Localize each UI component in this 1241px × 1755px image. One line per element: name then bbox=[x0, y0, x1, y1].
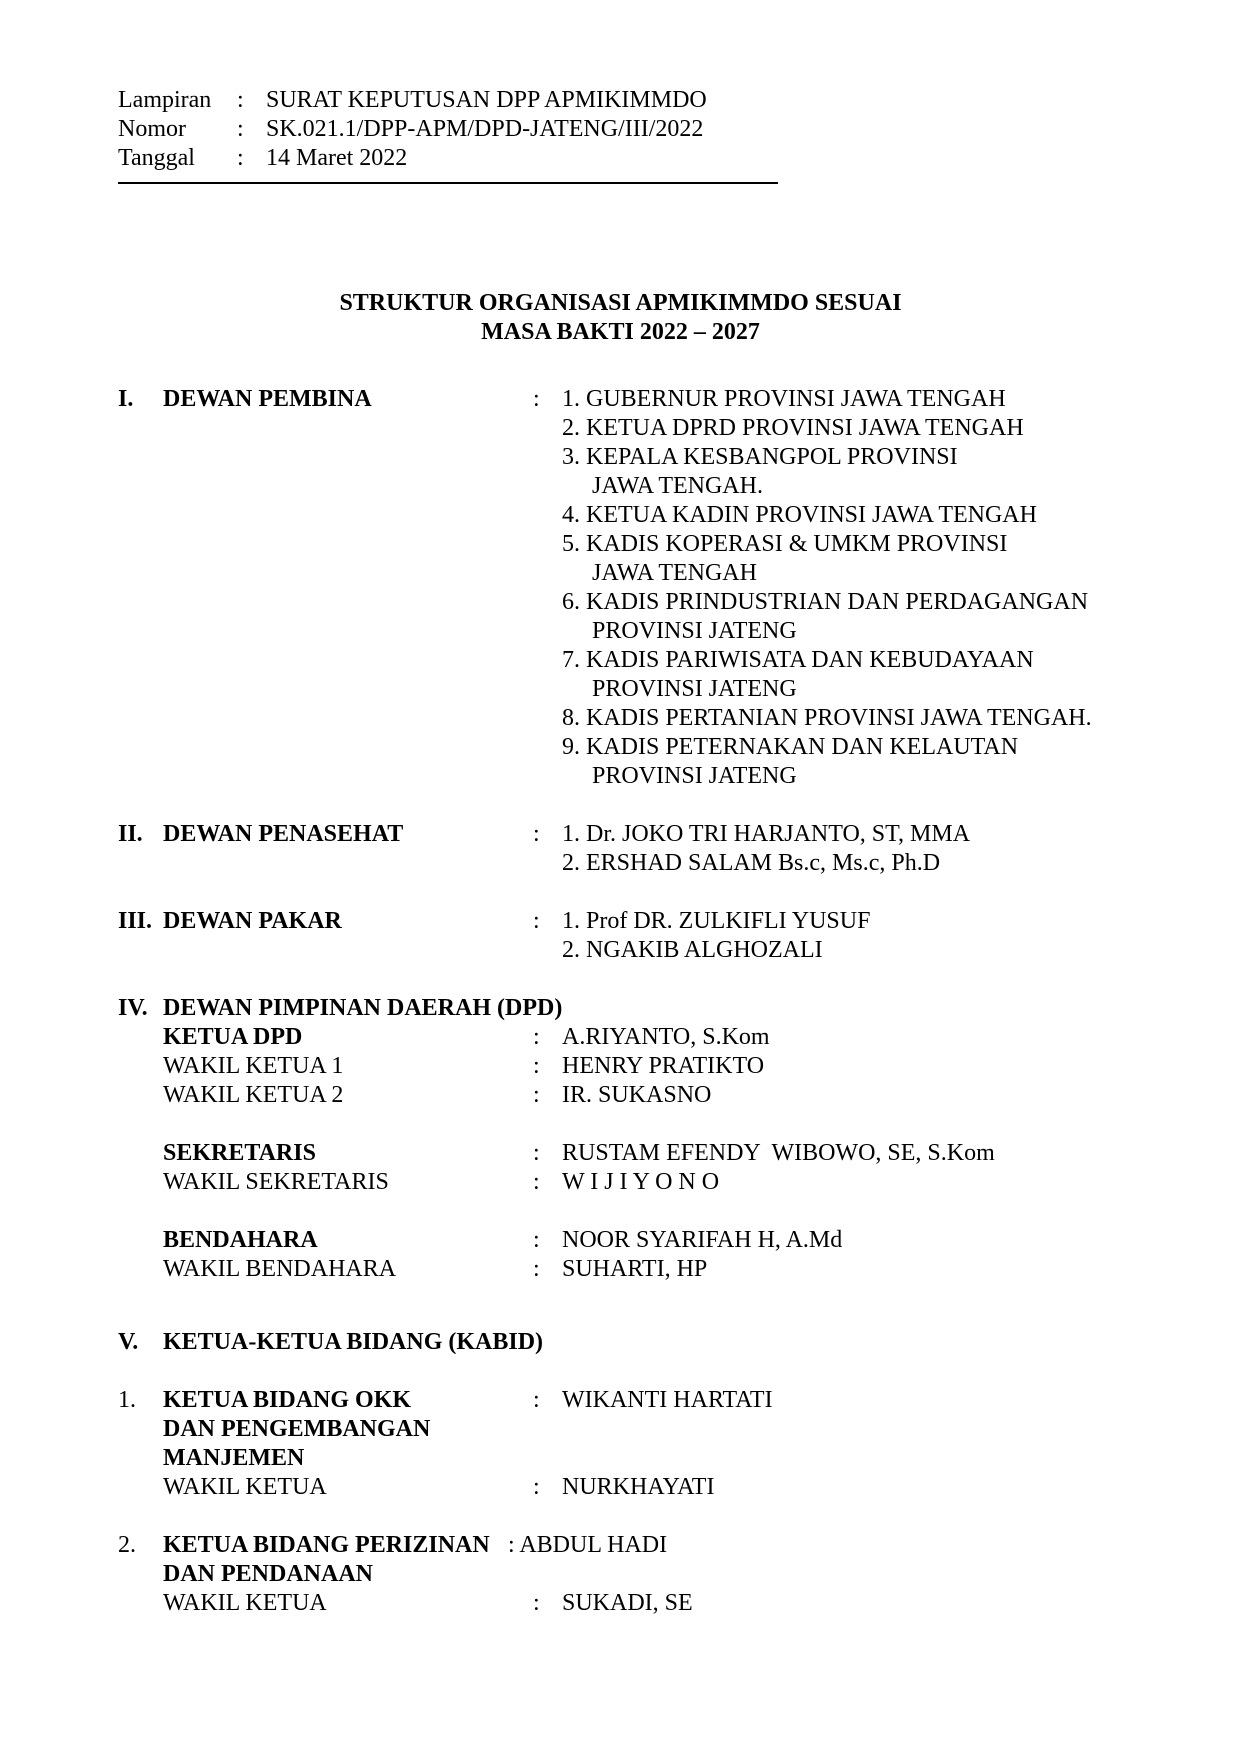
list-item: 2. NGAKIB ALGHOZALI bbox=[562, 937, 823, 963]
role-value: RUSTAM EFENDY WIBOWO, SE, S.Kom bbox=[562, 1140, 995, 1166]
role-label: WAKIL BENDAHARA bbox=[163, 1256, 397, 1282]
section-title: DEWAN PENASEHAT bbox=[163, 821, 404, 847]
colon: : bbox=[237, 87, 244, 113]
role-label: WAKIL SEKRETARIS bbox=[163, 1169, 389, 1195]
list-item: 1. Dr. JOKO TRI HARJANTO, ST, MMA bbox=[562, 821, 971, 847]
role-value: SUHARTI, HP bbox=[562, 1256, 708, 1282]
colon: : bbox=[237, 116, 244, 142]
colon: : bbox=[533, 1169, 540, 1195]
document-title-line2: MASA BAKTI 2022 – 2027 bbox=[481, 319, 760, 345]
bidang-ketua: WIKANTI HARTATI bbox=[562, 1387, 773, 1413]
colon: : bbox=[533, 1053, 540, 1079]
list-item: 5. KADIS KOPERASI & UMKM PROVINSI bbox=[562, 531, 1008, 557]
colon: : bbox=[533, 1227, 540, 1253]
bidang-title: KETUA BIDANG PERIZINAN bbox=[163, 1532, 490, 1558]
nomor-value: SK.021.1/DPP-APM/DPD-JATENG/III/2022 bbox=[266, 116, 704, 142]
lampiran-label: Lampiran bbox=[118, 87, 212, 113]
list-item-continuation: PROVINSI JATENG bbox=[592, 676, 797, 702]
role-value: W I J I Y O N O bbox=[562, 1169, 720, 1195]
role-label: SEKRETARIS bbox=[163, 1140, 316, 1166]
section-title: DEWAN PAKAR bbox=[163, 908, 342, 934]
wakil-value: SUKADI, SE bbox=[562, 1590, 693, 1616]
list-item-continuation: JAWA TENGAH. bbox=[592, 473, 763, 499]
list-item: 6. KADIS PRINDUSTRIAN DAN PERDAGANGAN bbox=[562, 589, 1089, 615]
list-item-continuation: PROVINSI JATENG bbox=[592, 763, 797, 789]
list-item: 2. ERSHAD SALAM Bs.c, Ms.c, Ph.D bbox=[562, 850, 941, 876]
wakil-label: WAKIL KETUA bbox=[163, 1474, 327, 1500]
list-item: 1. GUBERNUR PROVINSI JAWA TENGAH bbox=[562, 386, 1006, 412]
section-number: III. bbox=[118, 908, 153, 934]
list-item: 8. KADIS PERTANIAN PROVINSI JAWA TENGAH. bbox=[562, 705, 1092, 731]
bidang-title: KETUA BIDANG OKK bbox=[163, 1387, 412, 1413]
role-label: WAKIL KETUA 2 bbox=[163, 1082, 344, 1108]
wakil-label: WAKIL KETUA bbox=[163, 1590, 327, 1616]
role-value: NOOR SYARIFAH H, A.Md bbox=[562, 1227, 843, 1253]
colon: : bbox=[533, 1024, 540, 1050]
list-item-continuation: JAWA TENGAH bbox=[592, 560, 757, 586]
colon: : bbox=[533, 1082, 540, 1108]
lampiran-value: SURAT KEPUTUSAN DPP APMIKIMMDO bbox=[266, 87, 707, 113]
colon: : bbox=[533, 1140, 540, 1166]
section-number: II. bbox=[118, 821, 143, 847]
colon: : bbox=[533, 1256, 540, 1282]
section-number: IV. bbox=[118, 995, 148, 1021]
role-label: KETUA DPD bbox=[163, 1024, 303, 1050]
section-title: DEWAN PIMPINAN DAERAH (DPD) bbox=[163, 995, 563, 1021]
role-label: WAKIL KETUA 1 bbox=[163, 1053, 344, 1079]
list-item: 1. Prof DR. ZULKIFLI YUSUF bbox=[562, 908, 871, 934]
colon: : bbox=[533, 908, 540, 934]
bidang-title: MANJEMEN bbox=[163, 1445, 305, 1471]
colon: : bbox=[533, 1474, 540, 1500]
section-title: KETUA-KETUA BIDANG (KABID) bbox=[163, 1329, 544, 1355]
role-label: BENDAHARA bbox=[163, 1227, 318, 1253]
list-item-continuation: PROVINSI JATENG bbox=[592, 618, 797, 644]
header-divider bbox=[118, 182, 778, 184]
list-item: 7. KADIS PARIWISATA DAN KEBUDAYAAN bbox=[562, 647, 1034, 673]
colon: : bbox=[237, 145, 244, 171]
colon: : bbox=[533, 1387, 540, 1413]
list-item: 9. KADIS PETERNAKAN DAN KELAUTAN bbox=[562, 734, 1019, 760]
tanggal-value: 14 Maret 2022 bbox=[266, 145, 408, 171]
bidang-title: DAN PENGEMBANGAN bbox=[163, 1416, 431, 1442]
section-title: DEWAN PEMBINA bbox=[163, 386, 372, 412]
role-value: A.RIYANTO, S.Kom bbox=[562, 1024, 770, 1050]
role-value: HENRY PRATIKTO bbox=[562, 1053, 765, 1079]
wakil-value: NURKHAYATI bbox=[562, 1474, 715, 1500]
role-value: IR. SUKASNO bbox=[562, 1082, 712, 1108]
bidang-title: DAN PENDANAAN bbox=[163, 1561, 373, 1587]
colon: : bbox=[533, 821, 540, 847]
list-item: 2. KETUA DPRD PROVINSI JAWA TENGAH bbox=[562, 415, 1024, 441]
bidang-number: 1. bbox=[118, 1387, 136, 1413]
section-number: I. bbox=[118, 386, 134, 412]
tanggal-label: Tanggal bbox=[118, 145, 195, 171]
bidang-ketua: : ABDUL HADI bbox=[508, 1532, 668, 1558]
colon: : bbox=[533, 386, 540, 412]
nomor-label: Nomor bbox=[118, 116, 186, 142]
list-item: 3. KEPALA KESBANGPOL PROVINSI bbox=[562, 444, 958, 470]
colon: : bbox=[533, 1590, 540, 1616]
document-title-line1: STRUKTUR ORGANISASI APMIKIMMDO SESUAI bbox=[339, 290, 902, 316]
list-item: 4. KETUA KADIN PROVINSI JAWA TENGAH bbox=[562, 502, 1037, 528]
bidang-number: 2. bbox=[118, 1532, 136, 1558]
section-number: V. bbox=[118, 1329, 139, 1355]
